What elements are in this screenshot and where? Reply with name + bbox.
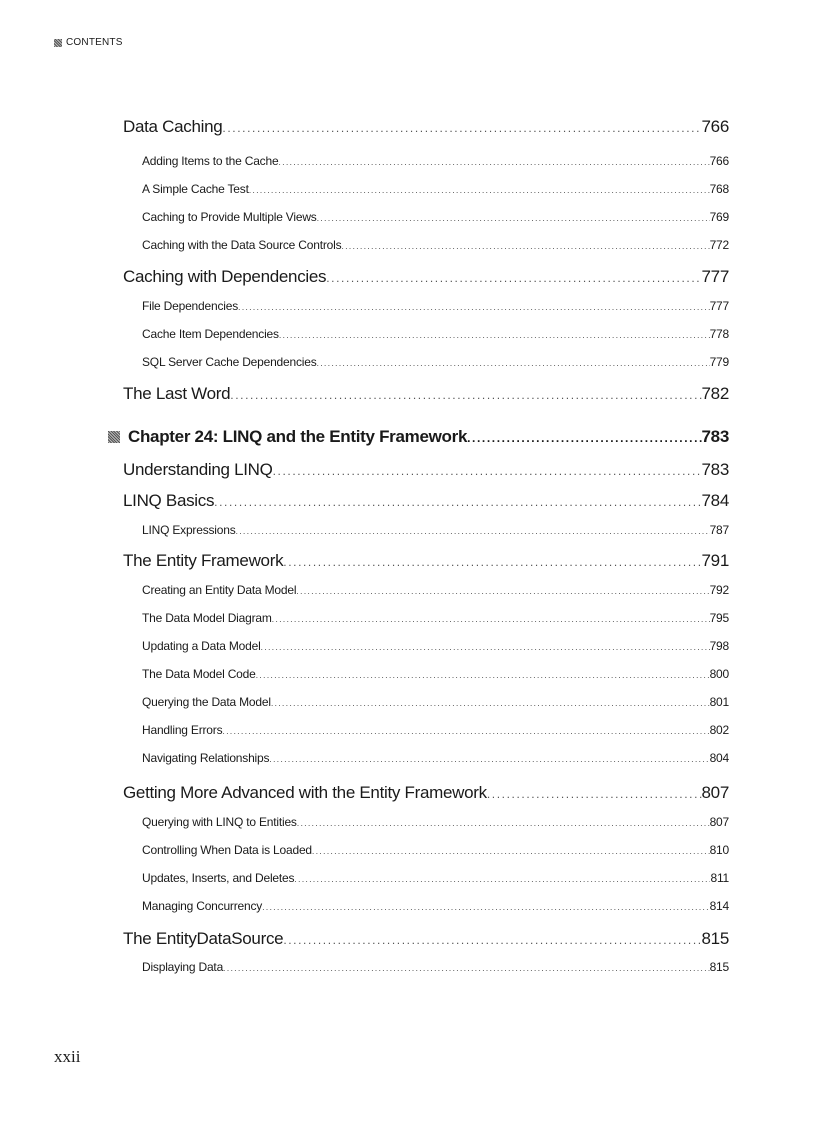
entry-title: File Dependencies <box>142 299 238 313</box>
subsection-entry <box>142 355 729 369</box>
entry-title: Managing Concurrency <box>142 899 263 913</box>
dot-leader <box>297 818 710 828</box>
subsection-entry <box>142 899 729 913</box>
dot-leader <box>317 213 710 223</box>
entry-page-number: 784 <box>701 491 729 510</box>
entry-page-number: 782 <box>701 384 729 403</box>
dot-leader <box>223 963 710 973</box>
entry-title: Controlling When Data is Loaded <box>142 843 312 857</box>
section-entry <box>123 783 729 803</box>
dot-leader <box>283 555 701 569</box>
entry-title: Updating a Data Model <box>142 639 261 653</box>
section-entry <box>123 460 729 480</box>
entry-page-number: 792 <box>709 583 729 597</box>
entry-page-number: 795 <box>709 611 729 625</box>
dot-leader <box>236 526 710 536</box>
entry-page-number: 791 <box>701 551 729 570</box>
entry-title: The Last Word <box>123 384 231 403</box>
entry-title: The Entity Framework <box>123 551 284 570</box>
section-entry <box>123 117 729 137</box>
subsection-entry <box>142 182 729 196</box>
subsection-entry <box>142 723 729 737</box>
entry-title: SQL Server Cache Dependencies <box>142 355 317 369</box>
subsection-entry <box>142 611 729 625</box>
entry-page-number: 798 <box>709 639 729 653</box>
entry-title: Displaying Data <box>142 960 224 974</box>
dot-leader <box>279 330 710 340</box>
entry-title: Caching with Dependencies <box>123 267 327 286</box>
entry-title: The EntityDataSource <box>123 929 284 948</box>
section-entry <box>123 929 729 949</box>
subsection-entry <box>142 583 729 597</box>
dot-leader <box>249 185 710 195</box>
entry-page-number: 779 <box>709 355 729 369</box>
entry-title: Cache Item Dependencies <box>142 327 279 341</box>
section-entry <box>123 491 729 511</box>
chapter-entry <box>128 427 729 447</box>
entry-page-number: 783 <box>701 427 729 446</box>
subsection-entry <box>142 238 729 252</box>
entry-page-number: 783 <box>701 460 729 479</box>
subsection-entry <box>142 815 729 829</box>
entry-title: The Data Model Diagram <box>142 611 272 625</box>
dot-leader <box>230 388 701 402</box>
entry-page-number: 815 <box>701 929 729 948</box>
entry-page-number: 814 <box>709 899 729 913</box>
dot-leader <box>222 121 701 135</box>
entry-page-number: 815 <box>709 960 729 974</box>
entry-title: Updates, Inserts, and Deletes <box>142 871 295 885</box>
entry-page-number: 777 <box>701 267 729 286</box>
chapter-square-icon <box>108 431 120 443</box>
entry-page-number: 807 <box>701 783 729 802</box>
dot-leader <box>341 241 709 251</box>
square-icon <box>54 39 62 47</box>
dot-leader <box>222 726 709 736</box>
entry-page-number: 777 <box>709 299 729 313</box>
dot-leader <box>283 933 701 947</box>
entry-page-number: 778 <box>709 327 729 341</box>
entry-title: Querying with LINQ to Entities <box>142 815 297 829</box>
dot-leader <box>261 642 710 652</box>
subsection-entry <box>142 843 729 857</box>
subsection-entry <box>142 871 729 885</box>
entry-page-number: 811 <box>710 871 729 885</box>
entry-title: Handling Errors <box>142 723 223 737</box>
page-number: xxii <box>54 1047 81 1066</box>
subsection-entry <box>142 210 729 224</box>
dot-leader <box>273 464 702 478</box>
dot-leader <box>467 431 701 445</box>
entry-title: LINQ Basics <box>123 491 215 510</box>
dot-leader <box>487 787 702 801</box>
subsection-entry <box>142 667 729 681</box>
entry-title: Chapter 24: LINQ and the Entity Framework <box>128 427 468 446</box>
dot-leader <box>271 698 710 708</box>
dot-leader <box>296 586 709 596</box>
dot-leader <box>256 670 710 680</box>
entry-title: Understanding LINQ <box>123 460 273 479</box>
entry-page-number: 810 <box>709 843 729 857</box>
entry-page-number: 787 <box>709 523 729 537</box>
entry-title: Data Caching <box>123 117 223 136</box>
dot-leader <box>269 754 709 764</box>
dot-leader <box>238 302 710 312</box>
entry-title: Getting More Advanced with the Entity Framework <box>123 783 487 802</box>
entry-page-number: 801 <box>709 695 729 709</box>
subsection-entry <box>142 299 729 313</box>
dot-leader <box>278 157 709 167</box>
entry-page-number: 768 <box>709 182 729 196</box>
subsection-entry <box>142 639 729 653</box>
dot-leader <box>294 874 710 884</box>
entry-title: Navigating Relationships <box>142 751 270 765</box>
entry-title: Creating an Entity Data Model <box>142 583 297 597</box>
entry-title: The Data Model Code <box>142 667 256 681</box>
entry-page-number: 769 <box>709 210 729 224</box>
dot-leader <box>312 846 710 856</box>
dot-leader <box>326 271 701 285</box>
subsection-entry <box>142 154 729 168</box>
subsection-entry <box>142 960 729 974</box>
entry-page-number: 802 <box>709 723 729 737</box>
running-header <box>54 37 123 48</box>
entry-title: LINQ Expressions <box>142 523 236 537</box>
subsection-entry <box>142 523 729 537</box>
running-header-label: CONTENTS <box>66 37 123 48</box>
entry-page-number: 772 <box>709 238 729 252</box>
entry-title: Querying the Data Model <box>142 695 271 709</box>
section-entry <box>123 267 729 287</box>
entry-page-number: 807 <box>709 815 729 829</box>
entry-title: Caching with the Data Source Controls <box>142 238 342 252</box>
subsection-entry <box>142 695 729 709</box>
entry-page-number: 800 <box>709 667 729 681</box>
dot-leader <box>272 614 710 624</box>
dot-leader <box>317 358 710 368</box>
entry-page-number: 804 <box>709 751 729 765</box>
subsection-entry <box>142 327 729 341</box>
dot-leader <box>214 495 701 509</box>
entry-title: Caching to Provide Multiple Views <box>142 210 317 224</box>
subsection-entry <box>142 751 729 765</box>
entry-title: Adding Items to the Cache <box>142 154 279 168</box>
dot-leader <box>262 902 710 912</box>
section-entry <box>123 384 729 404</box>
entry-page-number: 766 <box>709 154 729 168</box>
entry-title: A Simple Cache Test <box>142 182 249 196</box>
section-entry <box>123 551 729 571</box>
entry-page-number: 766 <box>701 117 729 136</box>
